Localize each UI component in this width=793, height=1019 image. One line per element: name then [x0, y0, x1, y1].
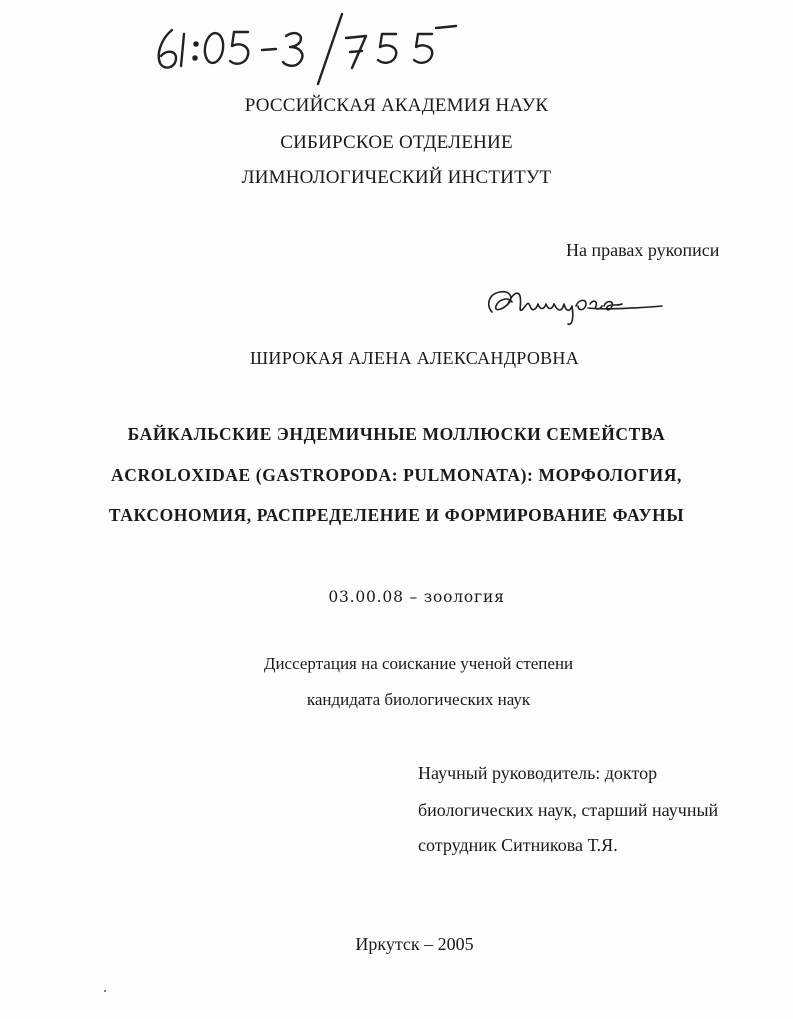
supervisor-line-2: биологических наук, старший научный: [418, 800, 719, 820]
supervisor-line-3: сотрудник Ситникова Т.Я.: [418, 835, 618, 855]
archive-number-drawing: [150, 8, 480, 88]
branch-name: СИБИРСКОЕ ОТДЕЛЕНИЕ: [280, 132, 513, 153]
academy-name: РОССИЙСКАЯ АКАДЕМИЯ НАУК: [244, 95, 549, 116]
title-line-1: БАЙКАЛЬСКИЕ ЭНДЕМИЧНЫЕ МОЛЛЮСКИ СЕМЕЙСТВА: [127, 424, 666, 444]
specialty-code: 03.00.08 – зоология: [328, 588, 505, 606]
scan-speck: [104, 990, 106, 992]
institute-name: ЛИМНОЛОГИЧЕСКИЙ ИНСТИТУТ: [241, 167, 552, 188]
degree-line-1: Диссертация на соискание ученой степени: [263, 654, 574, 673]
degree-line-2: кандидата биологических наук: [306, 690, 531, 709]
title-line-2: ACROLOXIDAE (GASTROPODA: PULMONATA): МОРФОЛОГИЯ,: [111, 465, 682, 485]
manuscript-rights-note: На правах рукописи: [566, 240, 720, 260]
supervisor-line-1: Научный руководитель: доктор: [418, 763, 658, 783]
signature-drawing: [478, 282, 668, 330]
city-year: Иркутск – 2005: [355, 934, 474, 954]
title-line-3: ТАКСОНОМИЯ, РАСПРЕДЕЛЕНИЕ И ФОРМИРОВАНИЕ ФАУНЫ: [108, 505, 685, 525]
author-signature: [478, 282, 668, 330]
archive-number-handwritten: [150, 8, 480, 88]
author-name: ШИРОКАЯ АЛЕНА АЛЕКСАНДРОВНА: [249, 348, 580, 368]
